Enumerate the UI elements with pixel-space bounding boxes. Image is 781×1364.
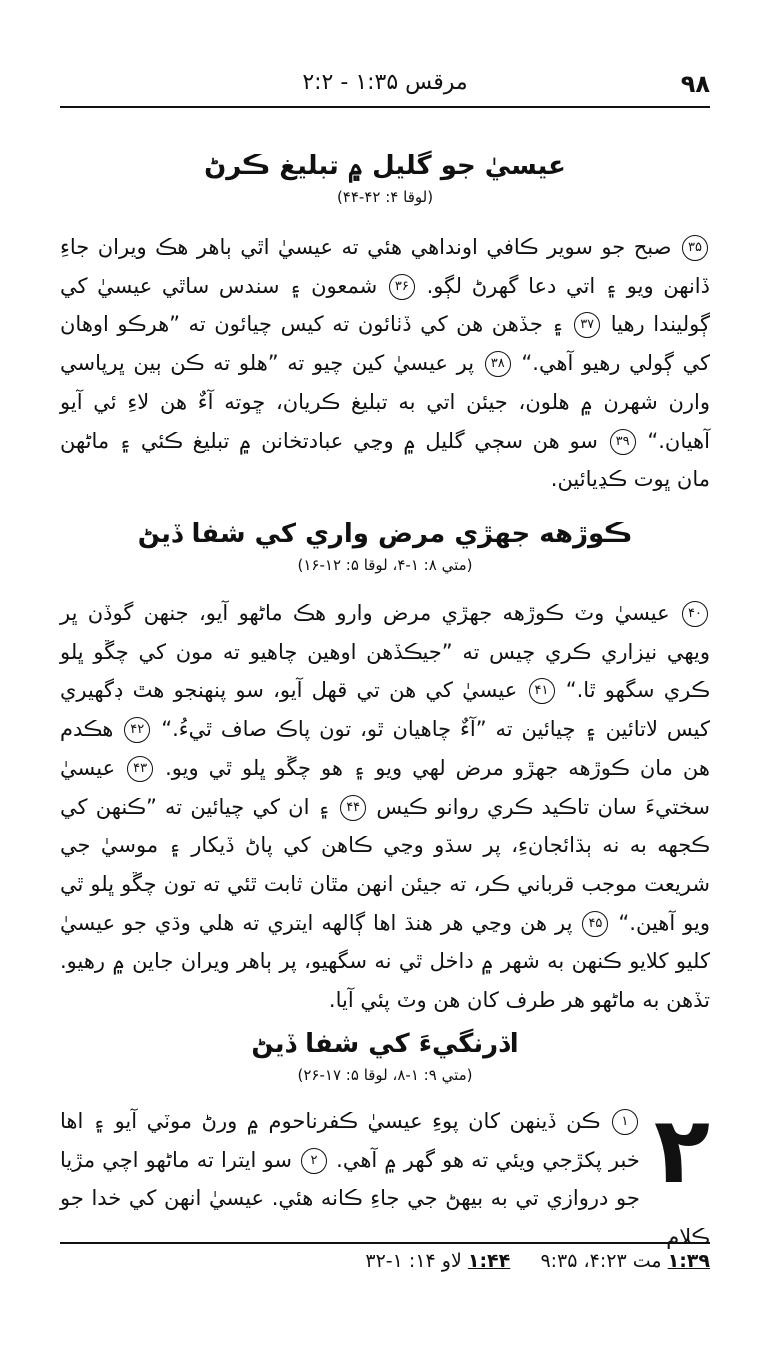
- verse-text: هڪدم هن مان ڪوڙهه جهڙو مرض لهي ويو ۽ هو چڱو ڀلو ٿي ويو.: [60, 717, 710, 780]
- section-3-ref: (متي ۹: ۱-۸، لوقا ۵: ۱۷-۲۶): [297, 1066, 473, 1084]
- page-header: [60, 62, 710, 108]
- verse-text: سو هن سڄي گليل ۾ وڃي عبادتخانن ۾ تبليغ ڪئي ۽ ماڻهن مان ڀوت ڪڍيائين.: [60, 428, 710, 492]
- section-2-text: [60, 594, 710, 1020]
- verse-number: ۴۳: [127, 756, 153, 782]
- footnote-text: مت ۴:۲۳، ۹:۳۵: [540, 1250, 662, 1272]
- verse-number: ۴۱: [529, 678, 555, 704]
- page-number: ۹۸: [680, 70, 710, 98]
- verse-number: ۴۲: [124, 717, 150, 743]
- footnote-mark: ۱:۴۴: [467, 1250, 511, 1272]
- verse-text: ڪن ڏينهن کان پوءِ عيسيٰ ڪفرناحوم ۾ ورڻ موٽي آيو ۽ اها خبر پکڙجي ويئي ته هو گهر ۾ آهي.: [60, 1109, 640, 1172]
- verse-text: پر عيسيٰ کين چيو ته ”هلو ته ڪن ٻين ڀرپاسي وارن شهرن ۾ هلون، جيئن اتي به تبليغ ڪريان، ڇوته آءٌ هن لاءِ ئي آيو آهيان.“: [60, 351, 710, 453]
- verse-number: ۴۴: [340, 795, 366, 821]
- verse-number: ۴۰: [682, 601, 708, 627]
- verse-number: ۱: [612, 1109, 638, 1135]
- section-2-title: ڪوڙهه جهڙي مرض واري کي شفا ڏيڻ: [137, 519, 633, 549]
- verse-number: ۳۵: [682, 235, 708, 261]
- verse-text: عيسيٰ سختيءَ سان تاڪيد ڪري روانو ڪيس: [60, 755, 710, 819]
- footnote-divider: [60, 1242, 710, 1244]
- verse-text: ۽ جڏهن هن کي ڏٺائون ته کيس چيائون ته ”هرڪو اوهان کي ڳولي رهيو آهي.“: [60, 312, 710, 376]
- verse-number: ۳۹: [610, 429, 636, 455]
- verse-text: پر هن وڃي هر هنڌ اها ڳالهه ايتري ته هلي وڌي جو عيسيٰ کليو کلايو ڪنهن به شهر ۾ داخل ٿي نه سگهيو، پر ٻاهر ويران جاين ۾ رهيو. تڏهن به ماڻهو هر طرف کان هن وٽ پئي آيا.: [60, 910, 710, 1013]
- footnotes: [60, 1250, 710, 1272]
- section-2: [60, 516, 710, 576]
- verse-text: صبح جو سوير ڪافي اونداهي هئي ته عيسيٰ اٿي ٻاهر هڪ ويران جاءِ ڏانهن ويو ۽ اتي دعا گهرڻ لڳو.: [60, 235, 710, 298]
- verse-number: ۳۶: [389, 274, 415, 300]
- section-3-title: اڌرنگيءَ کي شفا ڏيڻ: [251, 1029, 519, 1059]
- verse-number: ۴۵: [582, 911, 608, 937]
- section-1-ref: (لوقا ۴: ۴۲-۴۴): [336, 188, 434, 206]
- verse-text: سو ايترا ته ماڻهو اچي مڙيا جو دروازي تي به بيهڻ جي جاءِ ڪانه هئي. عيسيٰ انهن کي خدا جو ڪلام: [60, 1147, 710, 1250]
- section-1-text: [60, 228, 710, 499]
- verse-text: ۽ ان کي چيائين ته ”ڪنهن کي ڪجهه به نه ٻڌائجانءِ، پر سڌو وڃي ڪاهن کي پاڻ ڏيکار ۽ موسيٰ جي شريعت موجب قرباني ڪر، ته جيئن انهن مٿان ثابت ٿئي ته تون چڱو ڀلو ٿي ويو آهين.“: [60, 794, 710, 935]
- chapter-number: ۲: [653, 1097, 710, 1204]
- verse-text: شمعون ۽ سندس ساٿي عيسيٰ کي ڳوليندا رهيا: [60, 273, 710, 337]
- verse-number: ۳۸: [485, 351, 511, 377]
- section-2-ref: (متي ۸: ۱-۴، لوقا ۵: ۱۲-۱۶): [297, 556, 473, 574]
- verse-text: عيسيٰ کي هن تي قهل آيو، سو پنهنجو هٿ ڊگهيري کيس لاتائين ۽ چيائين ته ”آءٌ چاهيان ٿو، تون پاڪ صاف ٿيءُ.“: [60, 678, 710, 742]
- running-head: مرقس ۱:۳۵ - ۲:۲: [302, 70, 468, 95]
- section-1-title: عيسيٰ جو گليل ۾ تبليغ ڪرڻ: [204, 151, 566, 181]
- verse-text: عيسيٰ وٽ ڪوڙهه جهڙي مرض وارو هڪ ماڻهو آيو، جنهن گوڏن ڀر ويهي نيزاري ڪري چيس ته ”جيڪڏهن اوهين چاهيو ته مون کي چڱو ڀلو ڪري سگهو ٿا.“: [60, 601, 711, 703]
- verse-number: ۳۷: [574, 312, 600, 338]
- section-3-text: [60, 1097, 710, 1257]
- footnote-text: لاو ۱۴: ۱-۳۲: [365, 1250, 462, 1272]
- footnote-mark: ۱:۳۹: [667, 1250, 710, 1272]
- section-3: [60, 1026, 710, 1086]
- section-1: [60, 148, 710, 208]
- verse-number: ۲: [301, 1148, 327, 1174]
